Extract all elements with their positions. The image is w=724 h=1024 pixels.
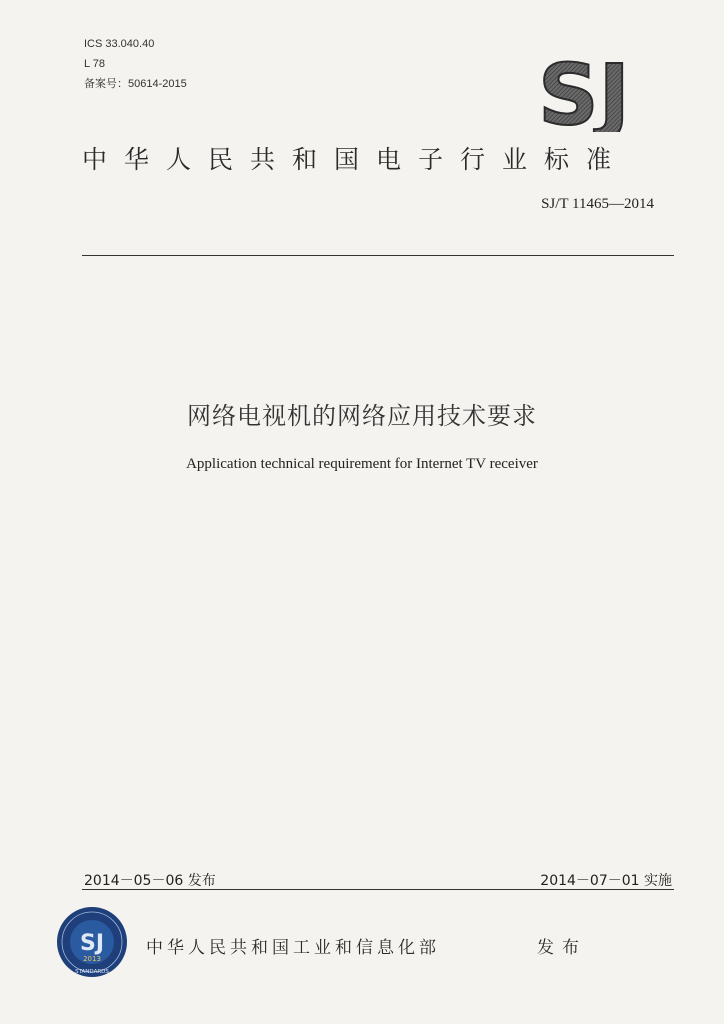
category-code: L 78 (84, 58, 106, 70)
sj-logo-icon (526, 52, 642, 132)
publish-label: 发布 (537, 938, 587, 958)
sj-logo-text: SJ (538, 52, 630, 132)
standards-seal (56, 906, 128, 978)
implementation-date: 2014－07－01 实施 (540, 873, 672, 889)
document-title-english: Application technical requirement for Internet TV receiver (186, 456, 538, 472)
publisher-name: 中华人民共和国工业和信息化部 (146, 938, 440, 958)
document-metadata (84, 34, 187, 94)
document-title-chinese: 网络电视机的网络应用技术要求 (187, 402, 537, 430)
header-divider (82, 255, 674, 256)
filing-number: 备案号：50614-2015 (84, 78, 187, 90)
sj-logo (526, 52, 642, 132)
standards-seal-icon (56, 906, 128, 978)
industry-standard-title: 中华人民共和国电子行业标准 (82, 145, 629, 174)
seal-bottom-text: STANDARDS (75, 969, 109, 975)
ics-code: ICS 33.040.40 (84, 38, 155, 50)
standard-number: SJ/T 11465—2014 (541, 196, 654, 212)
seal-center-text: SJ (79, 931, 105, 956)
issue-date: 2014－05－06 发布 (84, 873, 216, 889)
seal-year-text: 2013 (83, 955, 101, 963)
footer-divider (82, 889, 674, 890)
